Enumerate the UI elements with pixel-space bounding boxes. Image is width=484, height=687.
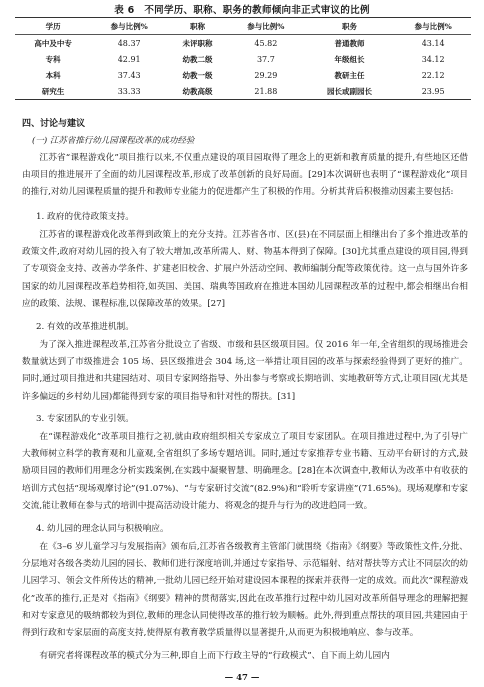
table-cell: 33.33 — [117, 86, 141, 96]
header-rate: 参与比例% — [414, 21, 452, 31]
table-cell: 专科 — [45, 54, 61, 64]
table-cell: 29.29 — [254, 70, 278, 80]
list-item-heading: 1. 政府的优待政策支持。 — [36, 212, 134, 222]
header-position: 职务 — [342, 21, 357, 31]
table-caption: 表 6 不同学历、职称、职务的教师倾向非正式审议的比例 — [114, 5, 370, 16]
table-row — [15, 35, 471, 52]
table-cell: 23.95 — [421, 86, 445, 96]
paragraph-intro: 江苏省“课程游戏化”项目推行以来,不仅重点建设的项目园取得了理念上的更新和教育质量的提升,有些地区还借由项目的推进展开了全面的幼儿园课程改革,形成了改革创新的良好局面。[29]本次调研也表明了“课程游戏化”项目的推行,对幼儿园课程质量的提升和教师专业能力的促进都产生了积极的作用。分析其背后积极推动因素主要包括: — [22, 153, 468, 198]
table-cell: 年级组长 — [334, 54, 365, 64]
table-cell: 高中及中专 — [34, 38, 72, 48]
table-cell: 34.12 — [421, 54, 445, 64]
header-rate: 参与比例% — [247, 21, 285, 31]
paragraph-kindergarten-response: 在《3–6 岁儿童学习与发展指南》颁布后,江苏省各级教育主管部门就围绕《指南》《纲要》等政策性文件,分批、分层地对各级各类幼儿园的园长、教师们进行深度培训,并通过专家指导、示范辐射、结对帮扶等方式让不同层次的幼儿园学习、领会文件所传达的精神,一批幼儿园已经开始对建设园本课程的探索并获得一定的成效。而此次“课程游戏化”改革的推行,正是对《指南》《纲要》精神的贯彻落实,因此在改革推行过程中幼儿园对改革所倡导理念的理解把握和对专家意见的吸纳都较为到位,教师的理念认同使得改革的推行较为顺畅。此外,得到重点帮扶的项目园,共建园由于得到行政和专家层面的高度支持,使得原有教育教学质量得以显著提升,从而更为积极地响应、参与改革。 — [22, 542, 468, 639]
list-item-heading: 4. 幼儿园的理念认同与积极响应。 — [36, 524, 169, 534]
table-cell: 幼教高级 — [182, 86, 213, 96]
table-cell: 42.91 — [117, 54, 141, 64]
section-heading: 四、讨论与建议 — [22, 119, 86, 129]
table-cell: 37.7 — [256, 54, 275, 64]
table-row — [15, 83, 471, 100]
page-number: — 47 — — [224, 673, 260, 683]
table-cell: 37.43 — [117, 70, 141, 80]
table-row — [15, 51, 471, 67]
table-cell: 22.12 — [421, 70, 445, 80]
paragraph-reform-models: 有研究者将课程改革的模式分为三种,即自上而下行政主导的“行政模式”、自下而上幼儿园内 — [39, 651, 390, 661]
table-cell: 本科 — [45, 70, 61, 80]
paragraph-promotion-mechanism: 为了深入推进课程改革,江苏省分批设立了省级、市级和县区级项目园。仅 2016 年一年,全省组织的现场推进会数量就达到了市级推进会 105 场、县区级推进会 304 场,这一举措让项目园的改革与探索经验得到了更好的推广。同时,通过项目推进和共建园结对、项目专家网络指导、外出参与考察或长期培训、实地教研等方式,让项目园(尤其是许多偏远的乡村幼儿园)都能得到专家的项目指导和针对性的帮扶。[31] — [22, 340, 468, 402]
table-cell: 21.88 — [254, 86, 278, 96]
table-cell: 幼教一级 — [182, 70, 213, 80]
header-rate: 参与比例% — [110, 21, 148, 31]
table-cell: 教研主任 — [334, 70, 365, 80]
paragraph-policy-support: 江苏省的课程游戏化改革得到政策上的充分支持。江苏省各市、区(县)在不同层面上相继出台了多个推进改革的政策文件,政府对幼儿园的投入有了较大增加,改革所需人、财、物基本得到了保障。[30]尤其重点建设的项目园,得到了专项资金支持、改善办学条件、扩建老旧校舍、扩展户外活动空间、教师编制分配等政策优待。这一点与国外许多国家的幼儿园课程改革趋势相符,如英国、美国、瑞典等国政府在推进本国幼儿园课程改革的过程中,都会相继出台相应的政策、法规、课程标准,以保障改革的效果。[27] — [22, 230, 468, 309]
table-cell: 普通教师 — [334, 38, 365, 48]
paragraph-expert-guidance: 在“课程游戏化”改革项目推行之初,就由政府组织相关专家成立了项目专家团队。在项目推进过程中,为了引导广大教师树立科学的教育观和儿童观,全省组织了多场专题培训。同时,通过专家推荐专业书籍、互动平台研讨的方式,鼓励项目园的教师们用理念分析实践案例,在实践中凝聚智慧、明确理念。[28]在本次调查中,教师认为改革中有收获的培训方式包括“现场观摩讨论”(91.07%)、“与专家研讨交流”(82.9%)和“聆听专家讲座”(71.65%)。现场观摩和专家交流,能让教师在参与式的培训中提高活动设计能力、将观念的提升与行为的改进趋同一致。 — [22, 432, 468, 511]
participation-table — [15, 17, 471, 100]
table-row — [15, 67, 471, 83]
table-cell: 45.82 — [254, 38, 278, 48]
table-cell: 48.37 — [117, 38, 141, 48]
header-title: 职称 — [190, 21, 206, 31]
table-cell: 未评职称 — [182, 38, 213, 48]
table-cell: 43.14 — [421, 38, 445, 48]
table-header-row — [15, 18, 471, 35]
list-item-heading: 3. 专家团队的专业引领。 — [36, 414, 134, 424]
table-cell: 幼教二级 — [182, 54, 213, 64]
table-cell: 研究生 — [41, 86, 65, 96]
subsection-heading: (一) 江苏省推行幼儿园课程改革的成功经验 — [32, 136, 195, 146]
table-cell: 园长或副园长 — [327, 86, 372, 96]
list-item-heading: 2. 有效的改革推进机制。 — [36, 322, 134, 332]
header-education: 学历 — [45, 21, 61, 31]
